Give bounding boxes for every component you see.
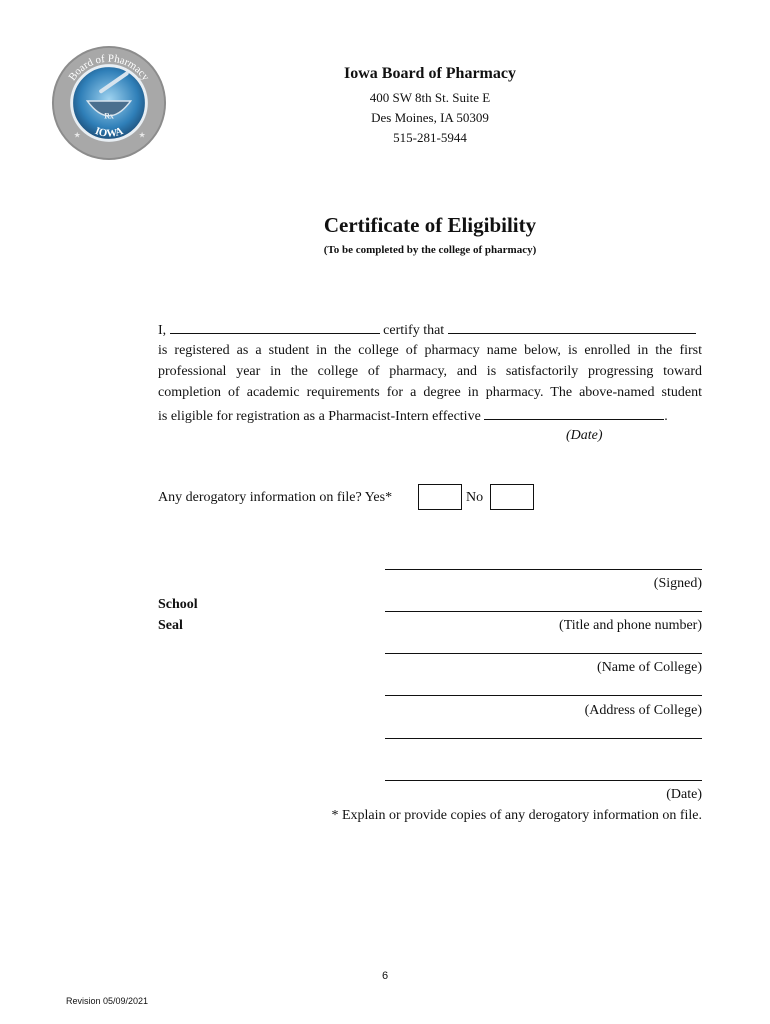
svg-text:★: ★ — [138, 130, 146, 140]
phone-number: 515-281-5944 — [393, 130, 467, 145]
svg-text:★: ★ — [73, 130, 81, 140]
seal-center-text: Rx — [104, 111, 114, 121]
seal-top-text: Board of Pharmacy — [66, 52, 152, 84]
board-of-pharmacy-seal-logo — [50, 44, 168, 162]
address-line1: 400 SW 8th St. Suite E — [369, 90, 491, 105]
title-phone-label: (Title and phone number) — [559, 618, 702, 633]
no-checkbox[interactable] — [490, 484, 534, 510]
paragraph-line-5 — [158, 407, 668, 425]
i-prefix: I, — [158, 323, 167, 338]
effective-text: is eligible for registration as a Pharmacist-Intern effective — [158, 409, 481, 424]
effective-date-blank[interactable] — [484, 407, 664, 420]
certify-that-text: certify that — [383, 323, 445, 338]
college-name-label: (Name of College) — [597, 660, 702, 675]
yes-checkbox[interactable] — [418, 484, 462, 510]
paragraph-line-1 — [158, 321, 696, 339]
college-address-label: (Address of College) — [584, 703, 702, 718]
signature-line[interactable] — [385, 569, 702, 570]
date-line[interactable] — [385, 780, 702, 781]
page-number: 6 — [381, 970, 389, 982]
certifier-name-blank[interactable] — [448, 321, 696, 334]
derogatory-question: Any derogatory information on file? Yes* — [158, 490, 393, 505]
seal-bottom-text: IOWA — [93, 125, 125, 140]
period: . — [664, 409, 668, 424]
school-label: School — [158, 597, 198, 612]
college-address-line-2[interactable] — [385, 738, 702, 739]
paragraph-line-4: completion of academic requirements for a degree in pharmacy. The above-named student — [158, 385, 702, 400]
address-line2: Des Moines, IA 50309 — [371, 110, 489, 125]
seal-label: Seal — [158, 618, 183, 633]
org-name: Iowa Board of Pharmacy — [344, 65, 516, 82]
no-label: No — [466, 490, 484, 505]
certificate-subtitle: (To be completed by the college of pharmacy) — [323, 244, 537, 256]
signed-label: (Signed) — [653, 576, 702, 591]
revision-date: Revision 05/09/2021 — [66, 996, 149, 1006]
date-label: (Date) — [666, 787, 702, 802]
title-phone-line[interactable] — [385, 611, 702, 612]
certificate-title: Certificate of Eligibility — [323, 213, 537, 237]
date-note: (Date) — [566, 428, 603, 443]
paragraph-line-2: is registered as a student in the college of pharmacy name below, is enrolled in the first — [158, 343, 702, 358]
college-address-line[interactable] — [385, 695, 702, 696]
college-name-line[interactable] — [385, 653, 702, 654]
student-name-blank[interactable] — [170, 321, 380, 334]
footnote: * Explain or provide copies of any derogatory information on file. — [331, 808, 702, 823]
paragraph-line-3: professional year in the college of pharmacy, and is satisfactorily progressing toward — [158, 364, 702, 379]
